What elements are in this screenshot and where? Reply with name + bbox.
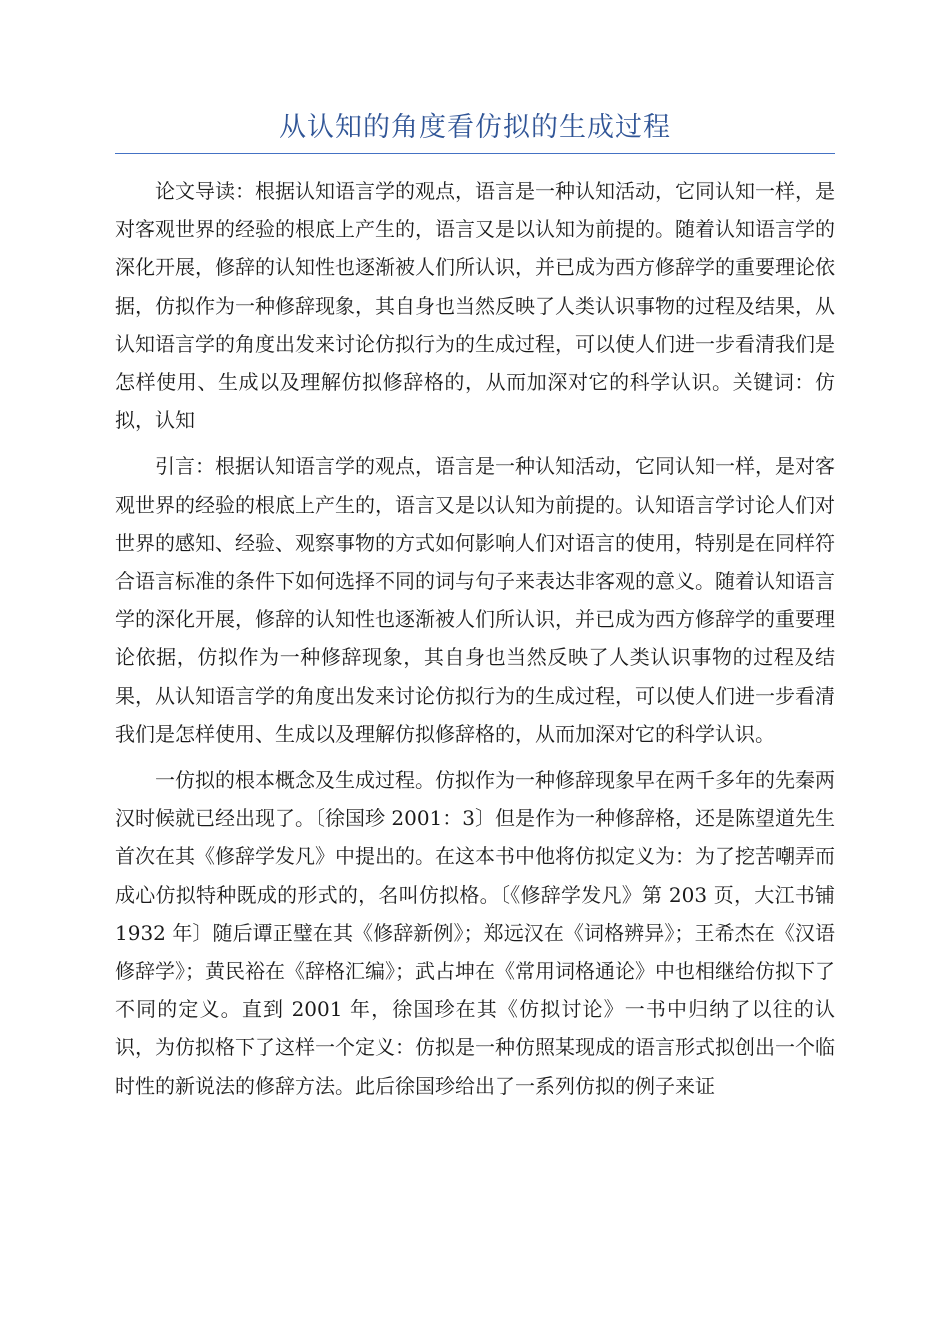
title-underline [115,153,835,154]
paragraph-section-one: 一仿拟的根本概念及生成过程。仿拟作为一种修辞现象早在两千多年的先秦两汉时候就已经出现了。〔徐国珍 2001：3〕但是作为一种修辞格，还是陈望道先生首次在其《修辞学发凡》中提出的。在这本书中他将仿拟定义为：为了挖苦嘲弄而成心仿拟特种既成的形式的，名叫仿拟格。〔《修辞学发凡》第 203 页，大江书铺 1932 年〕随后谭正璧在其《修辞新例》；郑远汉在《词格辨异》；王希杰在《汉语修辞学》；黄民裕在《辞格汇编》；武占坤在《常用词格通论》中也相继给仿拟下了不同的定义。直到 2001 年，徐国珍在其《仿拟讨论》一书中归纳了以往的认识，为仿拟格下了这样一个定义：仿拟是一种仿照某现成的语言形式拟创出一个临时性的新说法的修辞方法。此后徐国珍给出了一系列仿拟的例子来证 [115,768,835,1098]
document-title: 从认知的角度看仿拟的生成过程 [279,112,671,143]
paragraph-introduction: 引言：根据认知语言学的观点，语言是一种认知活动，它同认知一样，是对客观世界的经验的根底上产生的，语言又是以认知为前提的。认知语言学讨论人们对世界的感知、经验、观察事物的方式如何影响人们对语言的使用，特别是在同样符合语言标准的条件下如何选择不同的词与句子来表达非客观的意义。随着认知语言学的深化开展，修辞的认知性也逐渐被人们所认识，并已成为西方修辞学的重要理论依据，仿拟作为一种修辞现象，其自身也当然反映了人类认识事物的过程及结果，从认知语言学的角度出发来讨论仿拟行为的生成过程，可以使人们进一步看清我们是怎样使用、生成以及理解仿拟修辞格的，从而加深对它的科学认识。 [115,454,835,746]
paragraph-abstract: 论文导读：根据认知语言学的观点，语言是一种认知活动，它同认知一样，是对客观世界的经验的根底上产生的，语言又是以认知为前提的。随着认知语言学的深化开展，修辞的认知性也逐渐被人们所认识，并已成为西方修辞学的重要理论依据，仿拟作为一种修辞现象，其自身也当然反映了人类认识事物的过程及结果，从认知语言学的角度出发来讨论仿拟行为的生成过程，可以使人们进一步看清我们是怎样使用、生成以及理解仿拟修辞格的，从而加深对它的科学认识。关键词：仿拟，认知 [115,179,835,433]
document-body [115,172,835,1113]
